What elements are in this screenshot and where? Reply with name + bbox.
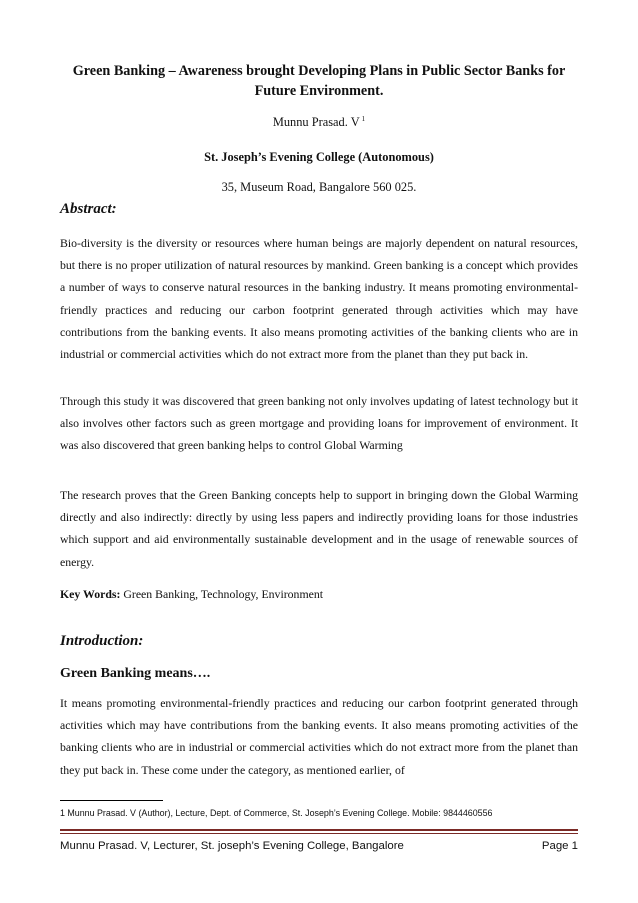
footnote-divider: [60, 800, 163, 801]
author-name: Munnu Prasad. V: [272, 115, 360, 129]
abstract-paragraph-2: Through this study it was discovered that green banking not only involves updating of latest technology but it also involves other factors such as green mortgage and providing loans for improvement of environment. It was also discovered that green banking helps to control Global Warming: [60, 394, 578, 453]
keywords-value: Green Banking, Technology, Environment: [120, 587, 324, 601]
footer-divider-thick: [60, 829, 578, 831]
introduction-paragraph: It means promoting environmental-friendly practices and reducing our carbon footprint generated through activities which may have contributions from the banking events. It also means promoting activities of the banking clients who are in industrial or commercial activities which do not extract more from the planet than they put back in. These come under the category, as mentioned earlier, of: [60, 696, 578, 777]
keywords-line: [60, 587, 323, 602]
abstract-heading: Abstract:: [60, 201, 117, 217]
author-line: [60, 115, 578, 130]
paper-title: Green Banking – Awareness brought Developing Plans in Public Sector Banks for Future Environment.: [72, 63, 566, 99]
page-number: Page 1: [541, 840, 578, 852]
college-address: 35, Museum Road, Bangalore 560 025.: [221, 180, 417, 194]
footer-author: Munnu Prasad. V, Lecturer, St. joseph’s Evening College, Bangalore: [60, 840, 404, 852]
author-footnote-marker: 1: [361, 115, 366, 123]
footnote: 1 Munnu Prasad. V (Author), Lecture, Dept. of Commerce, St. Joseph’s Evening College. Mobile: 9844460556: [60, 808, 493, 818]
abstract-paragraph-3: The research proves that the Green Banking concepts help to support in bringing down the Global Warming directly and also indirectly: directly by using less papers and indirectly providing loans for those industries which support and aid environmentally sustainable development and in the usage of renewable sources of energy.: [60, 488, 578, 569]
keywords-label: Key Words:: [60, 587, 121, 601]
green-banking-subheading: Green Banking means….: [60, 666, 211, 681]
footer-divider-thin: [60, 833, 578, 834]
college-name: St. Joseph’s Evening College (Autonomous): [204, 150, 434, 164]
abstract-paragraph-1: Bio-diversity is the diversity or resources where human beings are majorly dependent on natural resources, but there is no proper utilization of natural resources by mankind. Green banking is a concept which provides a number of ways to conserve natural resources in the banking industry. It means promoting environmental-friendly practices and reducing our carbon footprint generated through activities which may have contributions from the banking events. It also means promoting activities of the banking clients who are in industrial or commercial activities which do not extract more from the planet than they put back in.: [60, 236, 578, 362]
introduction-heading: Introduction:: [60, 633, 144, 649]
